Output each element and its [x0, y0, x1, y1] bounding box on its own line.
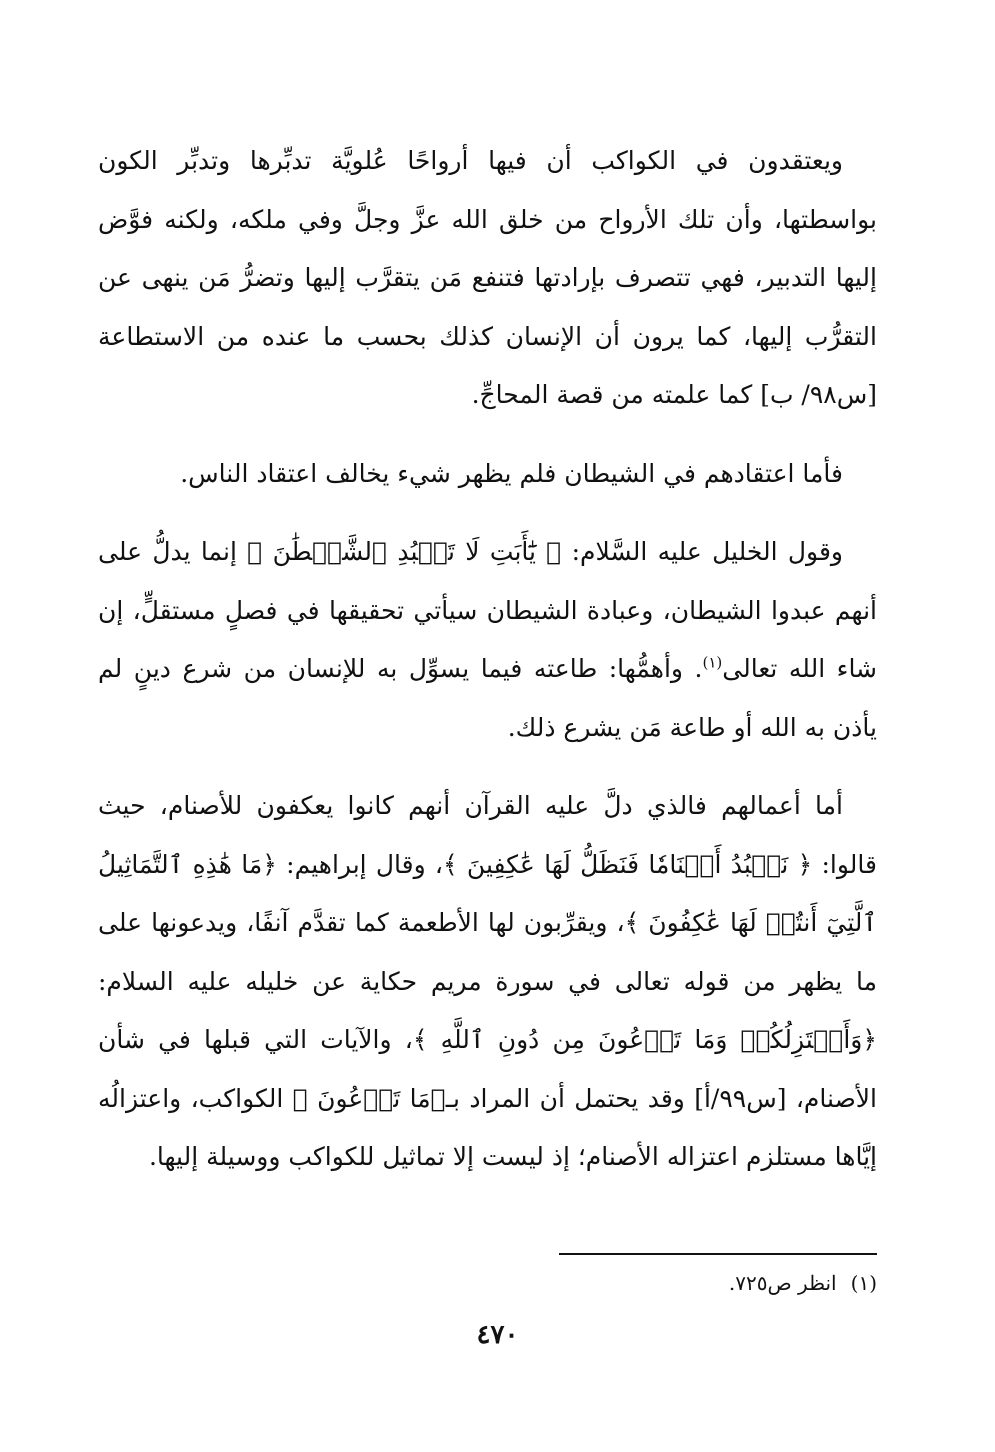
footnote-marker: (١)	[850, 1271, 877, 1295]
quran-verse: ﴿وَأَعۡتَزِلُكُمۡ وَمَا تَدۡعُونَ مِن دُونِ ٱللَّهِ ﴾	[412, 1025, 877, 1054]
quran-verse: ﴿مَا تَدۡعُونَ ﴾	[292, 1083, 446, 1113]
text-run: وقول الخليل عليه السَّلام:	[561, 537, 843, 566]
quran-verse: ﴿ نَعۡبُدُ أَصۡنَامٗا فَنَظَلُّ لَهَا عَٰكِفِينَ ﴾	[443, 849, 813, 879]
text-run: إنما يدلُّ على أنهم عبدوا الشيطان، وعبادة الشيطان سيأتي تحقيقها في فصلٍ مستقلٍّ، إن شاء الله تعالى	[98, 537, 878, 683]
quran-verse: ﴿مَا هَٰذِهِ ٱلتَّمَاثِيلُ ٱلَّتِيٓ أَنتُمۡ لَهَا عَٰكِفُونَ ﴾	[98, 849, 877, 937]
page-number: ٤٧٠	[476, 1320, 519, 1350]
text-run: فأما اعتقادهم في الشيطان فلم يظهر شيء يخالف اعتقاد الناس.	[180, 458, 843, 488]
footnote-separator	[559, 1253, 877, 1255]
text-run: ، ويقرِّبون لها الأطعمة كما تقدَّم آنفًا، ويدعونها على ما يظهر من قوله تعالى في سورة مريم حكاية عن خليله عليه السلام:	[98, 908, 877, 996]
paragraph-khalil-saying	[98, 523, 877, 757]
text-run: ، والآيات التي قبلها في شأن الأصنام، [س٩٩/أ] وقد يحتمل أن المراد بـ	[98, 1025, 878, 1113]
footnote	[729, 1268, 877, 1298]
footnote-text: انظر ص٧٢٥.	[728, 1271, 837, 1295]
quran-verse: ﴿ يَٰٓأَبَتِ لَا تَعۡبُدِ ٱلشَّيۡطَٰنَ ﴾	[247, 537, 562, 566]
text-run: ، وقال إبراهيم:	[276, 849, 443, 879]
paragraph-satan-belief	[98, 445, 877, 504]
paragraph-their-deeds	[98, 777, 877, 1187]
main-text	[98, 132, 877, 1187]
footnote-reference[interactable]: (١)	[702, 653, 723, 672]
text-run: ويعتقدون في الكواكب أن فيها أرواحًا عُلويَّة تدبِّرها وتدبِّر الكون بواسطتها، وأن تلك الأرواح من خلق الله عزَّ وجلَّ وفي ملكه، ولكنه فوَّض إليها التدبير، فهي تتصرف بإرادتها فتنفع مَن يتقرَّب إليها وتضرُّ مَن ينهى عن التقرُّب إليها، كما يرون أن الإنسان كذلك بحسب ما عنده من الاستطاعة [س٩٨/ ب] كما علمته من قصة المحاجِّ.	[98, 146, 877, 409]
text-run: الكواكب، واعتزالُه إيَّاها مستلزم اعتزاله الأصنام؛ إذ ليست إلا تماثيل للكواكب ووسيلة إليها.	[98, 1083, 877, 1171]
text-run: . وأهمُّها: طاعته فيما يسوِّل به للإنسان من شرع دينٍ لم يأذن به الله أو طاعة مَن يشرع ذلك.	[98, 654, 877, 742]
paragraph-stars-belief	[98, 132, 877, 425]
text-run: أما أعمالهم فالذي دلَّ عليه القرآن أنهم كانوا يعكفون للأصنام، حيث قالوا:	[98, 791, 877, 879]
